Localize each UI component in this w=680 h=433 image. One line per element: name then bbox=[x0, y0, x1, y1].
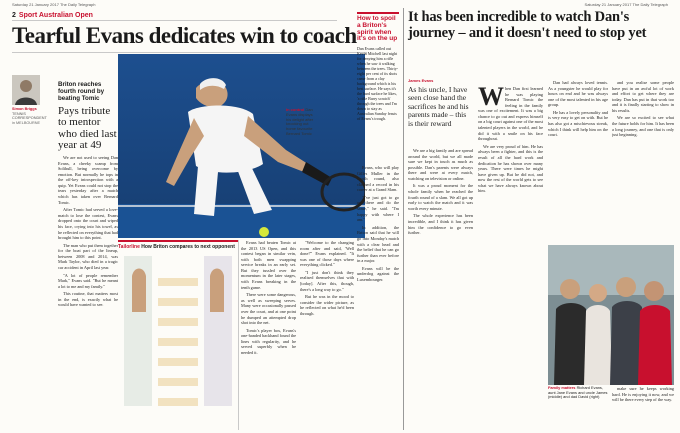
section-bar bbox=[12, 11, 337, 21]
graphic-title-text: How Briton compares to next opponent bbox=[141, 244, 235, 250]
graphic-title bbox=[118, 242, 238, 252]
body-paragraph: We are very proud of him. He has always been a fighter, and this is the result of all the hard work and dedication he has shown over many years. There were times he might have given up. But he did not, and now the rest of the world gets to see what we have always known about him. bbox=[478, 143, 543, 194]
drop-cap: W bbox=[478, 86, 504, 111]
body-paragraph: In addition, the Briton said that he will go into Monday's match with a clear head and the belief that he can go further than ever before in a major. bbox=[357, 224, 399, 264]
body-paragraph: It was a proud moment for the whole family when he reached the fourth round of a slam. We all got up early to watch the match and it was worth every minute. bbox=[408, 183, 473, 211]
body-paragraph: We are a big family and are spread around the world, but we all made sure we kept in touch as much as possible. Dan's parents were always there and were at every match, watching on television or online. bbox=[408, 148, 473, 181]
body-paragraph: After Tomic had served a love-match to lose the contest, Evans dropped onto the court and wiped his face, crying into his towel, as he reflected on everything that had brought him to this point. bbox=[58, 207, 118, 241]
family-photo bbox=[548, 245, 674, 385]
main-headline: Tearful Evans dedicates win to coach bbox=[12, 23, 357, 48]
right-column-3 bbox=[548, 80, 608, 240]
body-paragraph: "A lot of people remember Mark," Evans said. "But he meant a lot to me and my family." bbox=[58, 272, 118, 289]
right-column-1 bbox=[408, 148, 473, 428]
family-photo-caption bbox=[548, 386, 610, 400]
body-paragraph: Evans, who will play Gilles Muller in the fourth round, also claimed a record in his career at a Grand Slam. bbox=[357, 165, 399, 193]
main-photo bbox=[118, 54, 365, 238]
right-column-4 bbox=[612, 80, 674, 240]
body-paragraph: The man who put them together for the boat part of the lineup, between 2008 and 2014, was Mark Taylor, who died in a tragic car accident in April last year. bbox=[58, 242, 119, 270]
stats-graphic bbox=[118, 240, 238, 426]
body-paragraph: Dan had always loved tennis. As a youngster he would play for hours on end and he was always one of the most talented in his age group. bbox=[548, 80, 608, 108]
column-5-body bbox=[357, 165, 399, 283]
body-paragraph: The whole experience has been incredible, and I think it has given him the confidence to go even further. bbox=[408, 213, 473, 236]
folio-right: Saturday 21 January 2017 The Daily Telegraph bbox=[584, 2, 668, 7]
headline-rule bbox=[12, 52, 367, 53]
sidebar-body: Dan Evans called out Kevin Mitchell last night for denying him a rifle when he saw it walking between the trees. Thirty-eight per cent of its shots came from a clay background which is his best surface. He says it's the hard surface he likes, 'a rifle Barry scratch' through the trees and I'm down to stay as Australian Sunday feasts of Evans's trough. bbox=[357, 46, 399, 122]
main-column-4 bbox=[300, 240, 354, 430]
body-paragraph: Tomic's player box, Evans's one-handed backhand found the lines with regularity, and he served superbly when he needed it. bbox=[241, 327, 296, 355]
main-lead-column bbox=[58, 82, 118, 310]
dropcap-body bbox=[478, 86, 543, 194]
caption-text: Dan Evans displays his delight after knocking out home favourite Bernard Tomic bbox=[286, 107, 314, 136]
body-paragraph: We are so excited to see what the future holds for him. It has been a long journey, and one that is only just beginning. bbox=[612, 115, 674, 138]
main-body bbox=[58, 155, 118, 308]
page-number: 2 bbox=[12, 12, 16, 19]
sidebar-box bbox=[357, 12, 399, 162]
main-photo-caption bbox=[286, 108, 316, 137]
body-paragraph: But he was in the mood to consider the wider picture, as he reflected on what he'd been through. bbox=[300, 294, 354, 316]
graphic-title-accent: Tailorline bbox=[118, 244, 140, 250]
body-paragraph: We are not used to seeing Dan Evans, a cheeky scamp from Solihull, being overcome by emotion. But normally he tops in the off-key introspection with a quip. Yet Evans could not stop the tears yesterday after a match which has taken over Bernard Tomic. bbox=[58, 155, 118, 205]
right-byline bbox=[408, 78, 468, 83]
comparison-graphic bbox=[118, 252, 238, 422]
right-column-2 bbox=[478, 86, 543, 426]
family-photo-image bbox=[548, 245, 674, 385]
page-gutter bbox=[403, 8, 404, 430]
right-column-4-body bbox=[612, 80, 674, 138]
right-column-1-body bbox=[408, 148, 473, 236]
right-column-5 bbox=[612, 386, 674, 430]
byline-role: TENNIS CORRESPONDENT bbox=[12, 111, 47, 121]
right-byline-name: James Evans bbox=[408, 78, 434, 83]
column-3-body bbox=[241, 240, 296, 356]
right-standfirst: As his uncle, I have seen close hand the sacrifices he and his parents made – this is their reward bbox=[408, 85, 469, 128]
body-paragraph: This routine, that matters most in the end, is exactly what he would have wanted to see. bbox=[58, 291, 118, 308]
folio-left: Saturday 21 January 2017 The Daily Telegraph bbox=[12, 2, 96, 7]
section-kicker: Sport Australian Open bbox=[18, 12, 93, 19]
byline-place: in MELBOURNE bbox=[12, 121, 41, 126]
tennis-player-photo bbox=[118, 54, 365, 238]
body-paragraph: "I've just got to go out there and do the same," he said. "I'm happy with where I am." bbox=[357, 194, 399, 223]
body-paragraph: He has a lovely personality and is very easy to get on with. But he has also got a mischievous streak, which I think will help him on the court. bbox=[548, 109, 608, 138]
body-paragraph: make sure he keeps working hard. He is enjoying it now, and we will be there every step of the way. bbox=[612, 386, 674, 403]
body-paragraph: and you realise some people have put in an awful lot of work and effort to get where they are today. Dan has put in that work too and it is finally starting to show in his results. bbox=[612, 80, 674, 113]
main-column-3 bbox=[241, 240, 296, 430]
main-byline bbox=[12, 75, 54, 126]
column-4-body bbox=[300, 240, 354, 317]
byline-name: Simon Briggs bbox=[12, 107, 37, 111]
column-rule bbox=[238, 240, 239, 430]
right-column-3-body bbox=[548, 80, 608, 138]
right-caption-label: Family matters bbox=[548, 385, 576, 390]
body-paragraph: "Welcome to the changing room after and said, 'Well done!'" Evans explained. "It was one of those days where everything clicked." bbox=[300, 240, 354, 268]
byline-photo bbox=[12, 75, 40, 105]
body-paragraph: Evans had beaten Tomic at the 2013 US Open, and this contest began in similar vein, with both men swapping service breaks in an early set. But they tussled over the momentum in the later stages, with Evans breaking in the tenth game. bbox=[241, 240, 296, 290]
body-paragraph: There were some dangerous, as well as sweeping serves. Many were occasionally passed over the court, and at one point he dumped an attempted drop shot into the net. bbox=[241, 292, 296, 326]
right-column-5-body bbox=[612, 386, 674, 403]
dropcap-text: hen Dan first learned he was playing Bernard Tomic the feeling in the family was one of excitement. It was a big chance to go out and express himself on a big court against one of the most talented players in the world, and he did it with a smile on his face throughout. bbox=[478, 86, 543, 142]
right-caption-text: Richard Evans, aunt Jane Evans and uncle James (middle) and dad David (right) bbox=[548, 385, 608, 400]
main-column-5 bbox=[357, 165, 399, 430]
right-headline: It has been incredible to watch Dan's journey – and it doesn't need to stop yet bbox=[408, 9, 647, 41]
body-paragraph: Evans will be the underdog against the Luxembourger. bbox=[357, 265, 399, 282]
body-paragraph: "I just don't think they realised themselves that with [today]. After this, though, there's a long way to go." bbox=[300, 269, 354, 292]
stand-intro: Briton reaches fourth round by beating Tomic bbox=[58, 81, 105, 102]
sidebar-heading: How to spoil a Briton's spirit when it's on the up bbox=[357, 15, 398, 43]
standfirst: Pays tribute to mentor who died last year at 49 bbox=[58, 104, 117, 152]
caption-label: In control bbox=[286, 107, 305, 112]
